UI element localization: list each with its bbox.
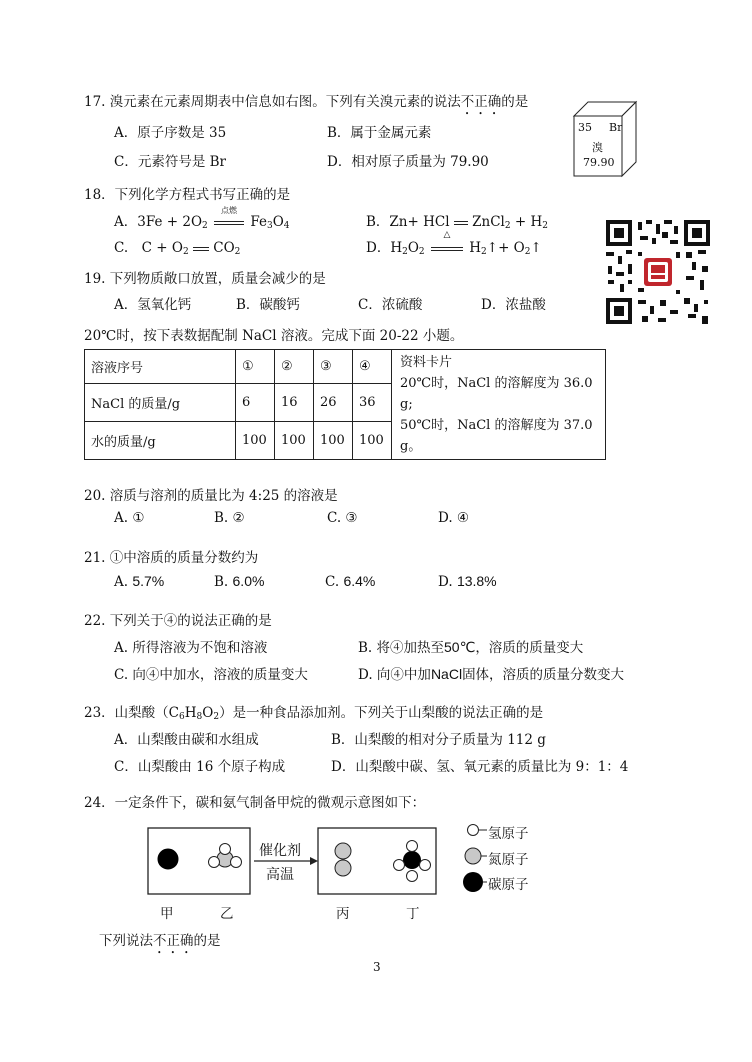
table-cell: 36 [353,384,392,422]
q22-option-d: D. 向④中加NaCl固体，溶质的质量分数变大 [358,666,625,683]
q20-stem: 20. 溶质与溶剂的质量比为 4:25 的溶液是 [84,488,338,504]
table-cell: 6 [236,384,275,422]
info-card-line: 50℃时，NaCl 的溶解度为 37.0 g。 [400,418,593,454]
table-cell: ③ [314,350,353,384]
high-temp-label: 高温 [266,867,294,883]
q21-stem: 21. ①中溶质的质量分数约为 [84,550,259,566]
q23-option-c: C．山梨酸由 16 个原子构成 [114,759,286,775]
element-name: 溴 [592,141,603,154]
q23-option-a: A．山梨酸由碳和水组成 [114,732,259,748]
q20-option-b: B. ② [214,510,245,526]
info-card-title: 资料卡片 [400,355,453,370]
q17-option-c: C．元素符号是 Br [114,154,226,170]
table-cell: 16 [275,384,314,422]
q19-option-c: C．浓硫酸 [358,297,423,313]
nacl-data-table [84,349,606,460]
table-cell: 100 [275,422,314,460]
q21-option-c: C. 6.4% [325,573,376,590]
table-cell: 水的质量/g [85,422,236,460]
q17-option-b: B．属于金属元素 [327,125,432,141]
label-yi: 乙 [220,906,234,922]
legend-nitrogen: 氮原子 [488,852,529,868]
q19-stem: 19. 下列物质敞口放置，质量会减少的是 [84,271,326,287]
q22-option-a: A. 所得溶液为不饱和溶液 [114,640,268,656]
q17-emphasis: 不正确 [460,94,502,110]
condition-ignite: 点燃 [221,206,238,215]
table-cell: 26 [314,384,353,422]
q17-stem: 17. 溴元素在元素周期表中信息如右图。下列有关溴元素的说法不正确的是 [84,94,529,110]
page-number: 3 [373,960,381,974]
q22-stem: 22. 下列关于④的说法正确的是 [84,613,272,629]
table-cell: ① [236,350,275,384]
table-cell: 溶液序号 [85,350,236,384]
q23-stem: 23．山梨酸$(C_6H_8O_2)$是一种食品添加剂。下列关于山梨酸的说法正确的是 [84,705,544,722]
q19-option-a: A．氢氧化钙 [114,297,192,313]
q21-option-d: D. 13.8% [438,573,497,590]
q23-option-b: B．山梨酸的相对分子质量为 112 g [331,732,546,748]
qr-code-image [604,218,712,326]
table-cell: ② [275,350,314,384]
q22-option-c: C. 向④中加水，溶液的质量变大 [114,667,308,683]
table-cell: 100 [236,422,275,460]
info-card [392,350,606,460]
q24-stem: 24．一定条件下，碳和氨气制备甲烷的微观示意图如下： [84,795,426,811]
q18-option-a: A．$3Fe + 2O_2$ 点燃 $Fe_3O_4$ [114,206,290,231]
table-cell: 100 [353,422,392,460]
q24-followup: 下列说法不正确的是 [99,933,221,949]
q17-option-a: A．原子序数是 35 [114,125,227,141]
label-jia: 甲 [160,906,174,922]
q19-option-d: D．浓盐酸 [481,297,546,313]
table-cell: NaCl 的质量/g [85,384,236,422]
element-number: 35 [578,121,592,134]
element-mass: 79.90 [583,156,615,169]
q22-option-b: B. 将④加热至50℃，溶质的质量变大 [358,639,584,656]
q20-option-c: C. ③ [327,510,358,526]
table-cell: 100 [314,422,353,460]
q18-stem: 18．下列化学方程式书写正确的是 [84,187,291,203]
q18-option-d: D．$H_2O_2$ △ $H_2↑+$ $O_2↑$ [366,230,542,257]
element-symbol: Br [609,121,623,134]
q20-option-d: D. ④ [438,510,470,526]
q19-option-b: B．碳酸钙 [236,297,300,313]
table-cell: ④ [353,350,392,384]
q18-option-b: B．Zn+ HCl ZnCl$_2$ + $H_2$ [366,214,548,231]
condition-heat: △ [443,230,451,240]
q17-option-d: D．相对原子质量为 79.90 [327,154,489,170]
q23-option-d: D．山梨酸中碳、氢、氧元素的质量比为 9：1：4 [331,759,629,775]
label-ding: 丁 [406,906,420,922]
info-card-line: 20℃时，NaCl 的溶解度为 36.0 g; [400,376,593,412]
label-bing: 丙 [336,906,350,922]
q20-option-a: A. ① [114,510,145,526]
q18-option-c: C. $C + O_2$ $CO_2$ [114,240,241,257]
catalyst-label: 催化剂 [259,843,301,859]
q24-emphasis: 不正确 [153,933,194,949]
q21-option-a: A. 5.7% [114,573,165,590]
table-row [85,350,606,384]
legend-carbon: 碳原子 [488,877,529,893]
q21-option-b: B. 6.0% [214,573,265,590]
section-intro: 20℃时，按下表数据配制 NaCl 溶液。完成下面 20-22 小题。 [84,328,464,344]
legend-hydrogen: 氢原子 [488,826,529,842]
